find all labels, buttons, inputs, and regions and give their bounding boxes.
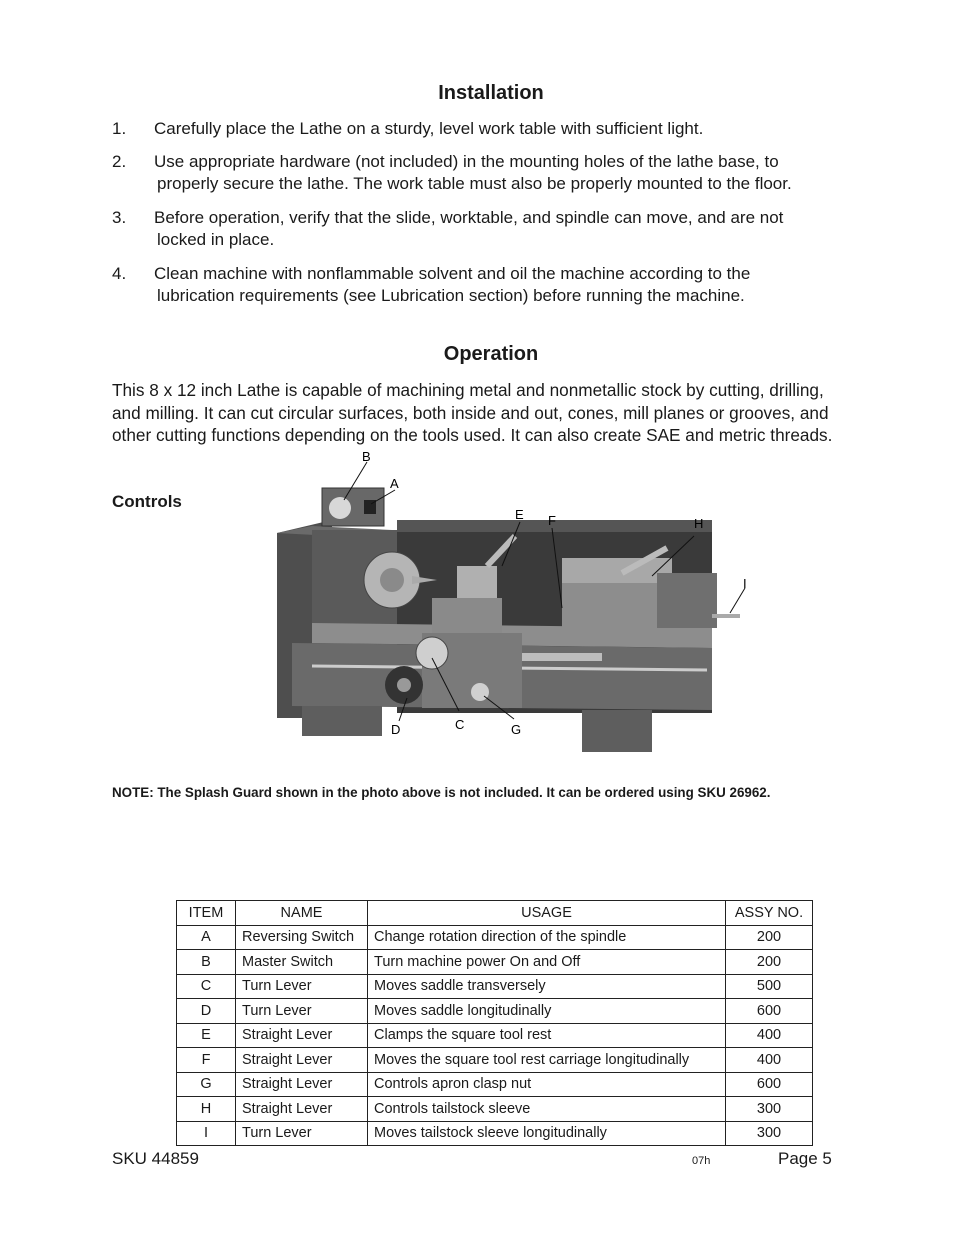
- step-text-continued: lubrication requirements (see Lubrication section) before running the machine.: [157, 286, 745, 305]
- cell-item: B: [177, 950, 236, 975]
- callout-i: I: [743, 576, 747, 591]
- table-row: [177, 974, 813, 999]
- cell-assy-no: 200: [726, 925, 813, 950]
- cell-usage: Clamps the square tool rest: [368, 1023, 726, 1048]
- footer-sku: SKU 44859: [112, 1149, 199, 1168]
- table-row: [177, 1048, 813, 1073]
- step-number: 1.: [112, 119, 127, 138]
- operation-title: Operation: [443, 343, 539, 365]
- controls-table: [176, 900, 813, 1146]
- callout-e: E: [515, 507, 524, 522]
- cell-item: F: [177, 1048, 236, 1073]
- splash-guard-note: NOTE: The Splash Guard shown in the photo above is not included. It can be ordered using SKU 26962.: [112, 785, 771, 800]
- cell-item: I: [177, 1121, 236, 1146]
- cell-name: Turn Lever: [236, 974, 368, 999]
- cell-item: E: [177, 1023, 236, 1048]
- table-row: [177, 1097, 813, 1122]
- header-usage: USAGE: [368, 901, 726, 926]
- cell-assy-no: 300: [726, 1097, 813, 1122]
- header-item: ITEM: [177, 901, 236, 926]
- step-number: 4.: [112, 264, 127, 283]
- cell-name: Turn Lever: [236, 999, 368, 1024]
- callout-f: F: [548, 513, 556, 528]
- cell-name: Straight Lever: [236, 1048, 368, 1073]
- cell-name: Straight Lever: [236, 1023, 368, 1048]
- callout-b: B: [362, 449, 371, 464]
- cell-item: G: [177, 1072, 236, 1097]
- table-row: [177, 999, 813, 1024]
- cell-name: Turn Lever: [236, 1121, 368, 1146]
- table-header-row: [177, 901, 813, 926]
- cell-usage: Controls tailstock sleeve: [368, 1097, 726, 1122]
- step-text-continued: properly secure the lathe. The work table must also be properly mounted to the floor.: [157, 174, 792, 193]
- footer-page-number: Page 5: [778, 1149, 832, 1168]
- cell-name: Straight Lever: [236, 1097, 368, 1122]
- step-number: 2.: [112, 152, 127, 171]
- cell-usage: Moves saddle transversely: [368, 974, 726, 999]
- cell-item: H: [177, 1097, 236, 1122]
- cell-assy-no: 600: [726, 1072, 813, 1097]
- step-text: Carefully place the Lathe on a sturdy, level work table with sufficient light.: [154, 119, 704, 138]
- step-text-continued: locked in place.: [157, 230, 275, 249]
- footer-revision-code: 07h: [692, 1155, 711, 1167]
- cell-assy-no: 600: [726, 999, 813, 1024]
- cell-assy-no: 300: [726, 1121, 813, 1146]
- callout-h: H: [694, 516, 704, 531]
- callout-c: C: [455, 717, 465, 732]
- table-row: [177, 925, 813, 950]
- cell-assy-no: 200: [726, 950, 813, 975]
- operation-paragraph: This 8 x 12 inch Lathe is capable of machining metal and nonmetallic stock by cutting, drilling, and milling. It can cut circular surfaces, both inside and out, cones, mill planes or grooves, and other cutting functions depending on the tools used. It can also create SAE and metric threads.: [112, 380, 833, 445]
- table-row: [177, 950, 813, 975]
- cell-item: C: [177, 974, 236, 999]
- cell-usage: Controls apron clasp nut: [368, 1072, 726, 1097]
- cell-name: Master Switch: [236, 950, 368, 975]
- step-number: 3.: [112, 208, 127, 227]
- cell-name: Straight Lever: [236, 1072, 368, 1097]
- callout-a: A: [390, 476, 399, 491]
- callout-g: G: [511, 722, 522, 737]
- cell-assy-no: 500: [726, 974, 813, 999]
- step-text: Before operation, verify that the slide, worktable, and spindle can move, and are not: [154, 208, 784, 227]
- cell-item: D: [177, 999, 236, 1024]
- installation-title: Installation: [438, 82, 544, 104]
- header-assy-no: ASSY NO.: [726, 901, 813, 926]
- table-row: [177, 1023, 813, 1048]
- step-text: Clean machine with nonflammable solvent and oil the machine according to the: [154, 264, 751, 283]
- lathe-photo: [272, 448, 752, 760]
- callout-d: D: [391, 722, 401, 737]
- table-row: [177, 1072, 813, 1097]
- cell-usage: Turn machine power On and Off: [368, 950, 726, 975]
- header-name: NAME: [236, 901, 368, 926]
- cell-assy-no: 400: [726, 1048, 813, 1073]
- cell-usage: Change rotation direction of the spindle: [368, 925, 726, 950]
- step-text: Use appropriate hardware (not included) in the mounting holes of the lathe base, to: [154, 152, 779, 171]
- cell-usage: Moves saddle longitudinally: [368, 999, 726, 1024]
- controls-heading: Controls: [112, 492, 182, 511]
- cell-usage: Moves tailstock sleeve longitudinally: [368, 1121, 726, 1146]
- cell-assy-no: 400: [726, 1023, 813, 1048]
- cell-name: Reversing Switch: [236, 925, 368, 950]
- cell-usage: Moves the square tool rest carriage longitudinally: [368, 1048, 726, 1073]
- cell-item: A: [177, 925, 236, 950]
- table-row: [177, 1121, 813, 1146]
